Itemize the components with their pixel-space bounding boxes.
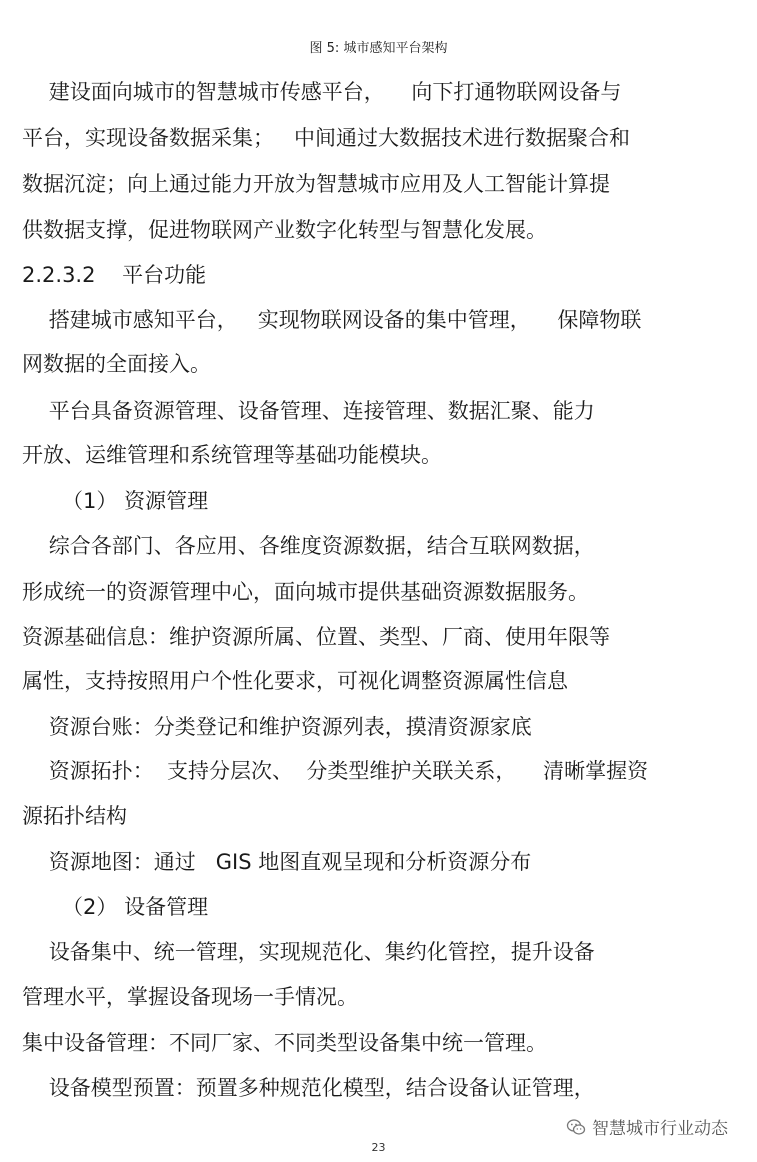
text-line: 综合各部门、各应用、各维度资源数据，结合互联网数据， — [22, 534, 595, 558]
text-line: 数据沉淀；向上通过能力开放为智慧城市应用及人工智能计算提 — [22, 172, 610, 196]
text-line: 资源基础信息：维护资源所属、位置、类型、厂商、使用年限等 — [22, 625, 610, 649]
text-line: 形成统一的资源管理中心，面向城市提供基础资源数据服务。 — [22, 580, 589, 604]
text-line: 供数据支撑，促进物联网产业数字化转型与智慧化发展。 — [22, 218, 547, 242]
text-line: 建设面向城市的智慧城市传感平台， 向下打通物联网设备与 — [22, 80, 622, 104]
text-line: （1） 资源管理 — [22, 489, 209, 513]
text-line: 资源地图：通过 GIS 地图直观呈现和分析资源分布 — [22, 850, 532, 874]
text-line: 开放、运维管理和系统管理等基础功能模块。 — [22, 443, 442, 467]
text-line: 集中设备管理：不同厂家、不同类型设备集中统一管理。 — [22, 1031, 547, 1055]
text-line: 资源拓扑： 支持分层次、 分类型维护关联关系， 清晰掌握资 — [22, 759, 649, 783]
text-line: 平台具备资源管理、设备管理、连接管理、数据汇聚、能力 — [22, 399, 595, 423]
figure-caption: 图 5: 城市感知平台架构 — [309, 41, 448, 56]
watermark — [566, 1114, 728, 1139]
text-line: 资源台账：分类登记和维护资源列表，摸清资源家底 — [22, 715, 532, 739]
page-number: 23 — [371, 1141, 386, 1154]
text-line: 管理水平，掌握设备现场一手情况。 — [22, 985, 358, 1009]
text-line: 设备集中、统一管理，实现规范化、集约化管控，提升设备 — [22, 940, 595, 964]
text-line: 源拓扑结构 — [22, 804, 127, 828]
text-line: 设备模型预置：预置多种规范化模型，结合设备认证管理， — [22, 1076, 595, 1100]
watermark-text: 智慧城市行业动态 — [592, 1119, 728, 1139]
text-line: 网数据的全面接入。 — [22, 352, 211, 376]
text-line: 2.2.3.2 平台功能 — [22, 263, 207, 287]
text-line: 平台，实现设备数据采集； 中间通过大数据技术进行数据聚合和 — [22, 126, 631, 150]
text-line: 搭建城市感知平台， 实现物联网设备的集中管理， 保障物联 — [22, 308, 642, 332]
wechat-icon — [566, 1117, 586, 1137]
text-line: （2） 设备管理 — [22, 895, 209, 919]
text-line: 属性，支持按照用户个性化要求，可视化调整资源属性信息 — [22, 669, 568, 693]
